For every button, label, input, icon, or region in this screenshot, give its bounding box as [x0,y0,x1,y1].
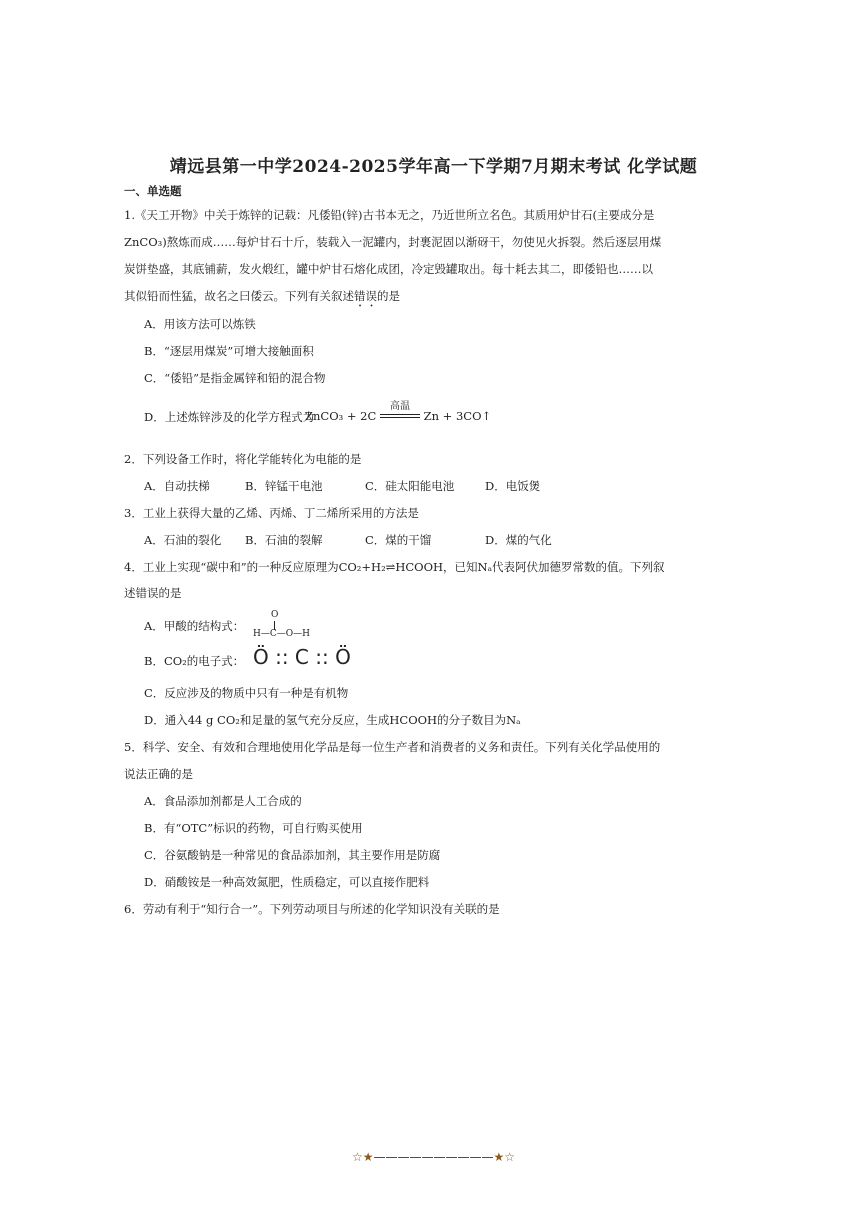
footer-rule: —————————— [373,1150,494,1164]
formic-acid-structure [253,610,323,642]
eq-arrow [380,401,420,418]
q1-option-b: B．“逐层用煤炭”可增大接触面积 [144,344,314,358]
q1-emphasis: 错误 [354,289,377,303]
q4-option-a: A．甲酸的结构式： [144,619,245,633]
q4-option-c: C．反应涉及的物质中只有一种是有机物 [144,686,349,700]
co2-electron-formula: Ö :: C :: Ö [253,645,351,669]
q5-line-2: 说法正确的是 [124,767,193,781]
q1-option-d: D．上述炼锌涉及的化学方程式为 [144,410,315,424]
q1-option-a: A．用该方法可以炼铁 [144,317,256,331]
q1-tail: 的是 [377,289,400,303]
q3-option-c: C．煤的干馏 [365,533,432,547]
q2-option-a: A．自动扶梯 [144,479,210,493]
q2-option-d: D．电饭煲 [485,479,541,493]
q3-option-b: B．石油的裂解 [245,533,323,547]
eq-condition: 高温 [389,401,410,412]
footer-star-icon-left: ☆★ [351,1150,374,1164]
q2-stem: 2．下列设备工作时，将化学能转化为电能的是 [124,452,362,466]
q5-line-1: 5．科学、安全、有效和合理地使用化学品是每一位生产者和消费者的义务和责任。下列有关化学品使用的 [124,740,661,754]
eq-right: Zn + 3CO↑ [423,409,492,423]
eq-left: ZnCO₃ + 2C [305,409,377,423]
footer-star-icon-right: ★☆ [493,1150,516,1164]
q1-line-2: ZnCO₃)熬炼而成……每炉甘石十斤，装载入一泥罐内，封裹泥固以渐砑干，勿使见火拆裂。然后逐层用煤 [124,235,662,249]
q5-option-c: C．谷氨酸钠是一种常见的食品添加剂，其主要作用是防腐 [144,848,441,862]
struct-chain: H—C—O—H [253,629,310,639]
eq-double-line [380,414,420,418]
q1-option-c: C．“倭铅”是指金属锌和铅的混合物 [144,371,326,385]
q4-option-d: D．通入44 g CO₂和足量的氢气充分反应，生成HCOOH的分子数目为Nₐ [144,713,521,727]
q3-option-a: A．石油的裂化 [144,533,222,547]
page-title: 靖远县第一中学2024-2025学年高一下学期7月期末考试 化学试题 [169,157,698,177]
q4-option-b: B．CO₂的电子式： [144,654,245,668]
page-footer [0,1150,867,1164]
q6-stem: 6．劳动有利于“知行合一”。下列劳动项目与所述的化学知识没有关联的是 [124,902,500,916]
q5-option-d: D．硝酸铵是一种高效氮肥，性质稳定，可以直接作肥料 [144,875,430,889]
q3-stem: 3．工业上获得大量的乙烯、丙烯、丁二烯所采用的方法是 [124,506,419,520]
q3-option-d: D．煤的气化 [485,533,552,547]
q5-option-a: A．食品添加剂都是人工合成的 [144,794,302,808]
q1-line-3: 炭饼垫盛，其底铺薪，发火煅红，罐中炉甘石熔化成团，冷定毁罐取出。每十耗去其二，即倭铅也……以 [124,262,653,276]
q2-option-c: C．硅太阳能电池 [365,479,455,493]
q5-option-b: B．有“OTC”标识的药物，可自行购买使用 [144,821,363,835]
section-heading: 一、单选题 [124,184,182,198]
q1-line-1: 1.《天工开物》中关于炼锌的记载：凡倭铅(锌)古书本无之，乃近世所立名色。其质用炉甘石(主要成分是 [124,208,655,222]
q4-line-1: 4．工业上实现“碳中和”的一种反应原理为CO₂+H₂⇌HCOOH，已知Nₐ代表阿伏加德罗常数的值。下列叙 [124,560,665,574]
q1-line-4-text: 其似铅而性猛，故名之曰倭云。下列有关叙述 [124,289,354,303]
q4-line-2: 述错误的是 [124,586,182,600]
q2-option-b: B．锌锰干电池 [245,479,323,493]
q1-equation [305,398,492,423]
q1-line-4 [124,288,400,310]
struct-oxygen: O [271,610,279,620]
